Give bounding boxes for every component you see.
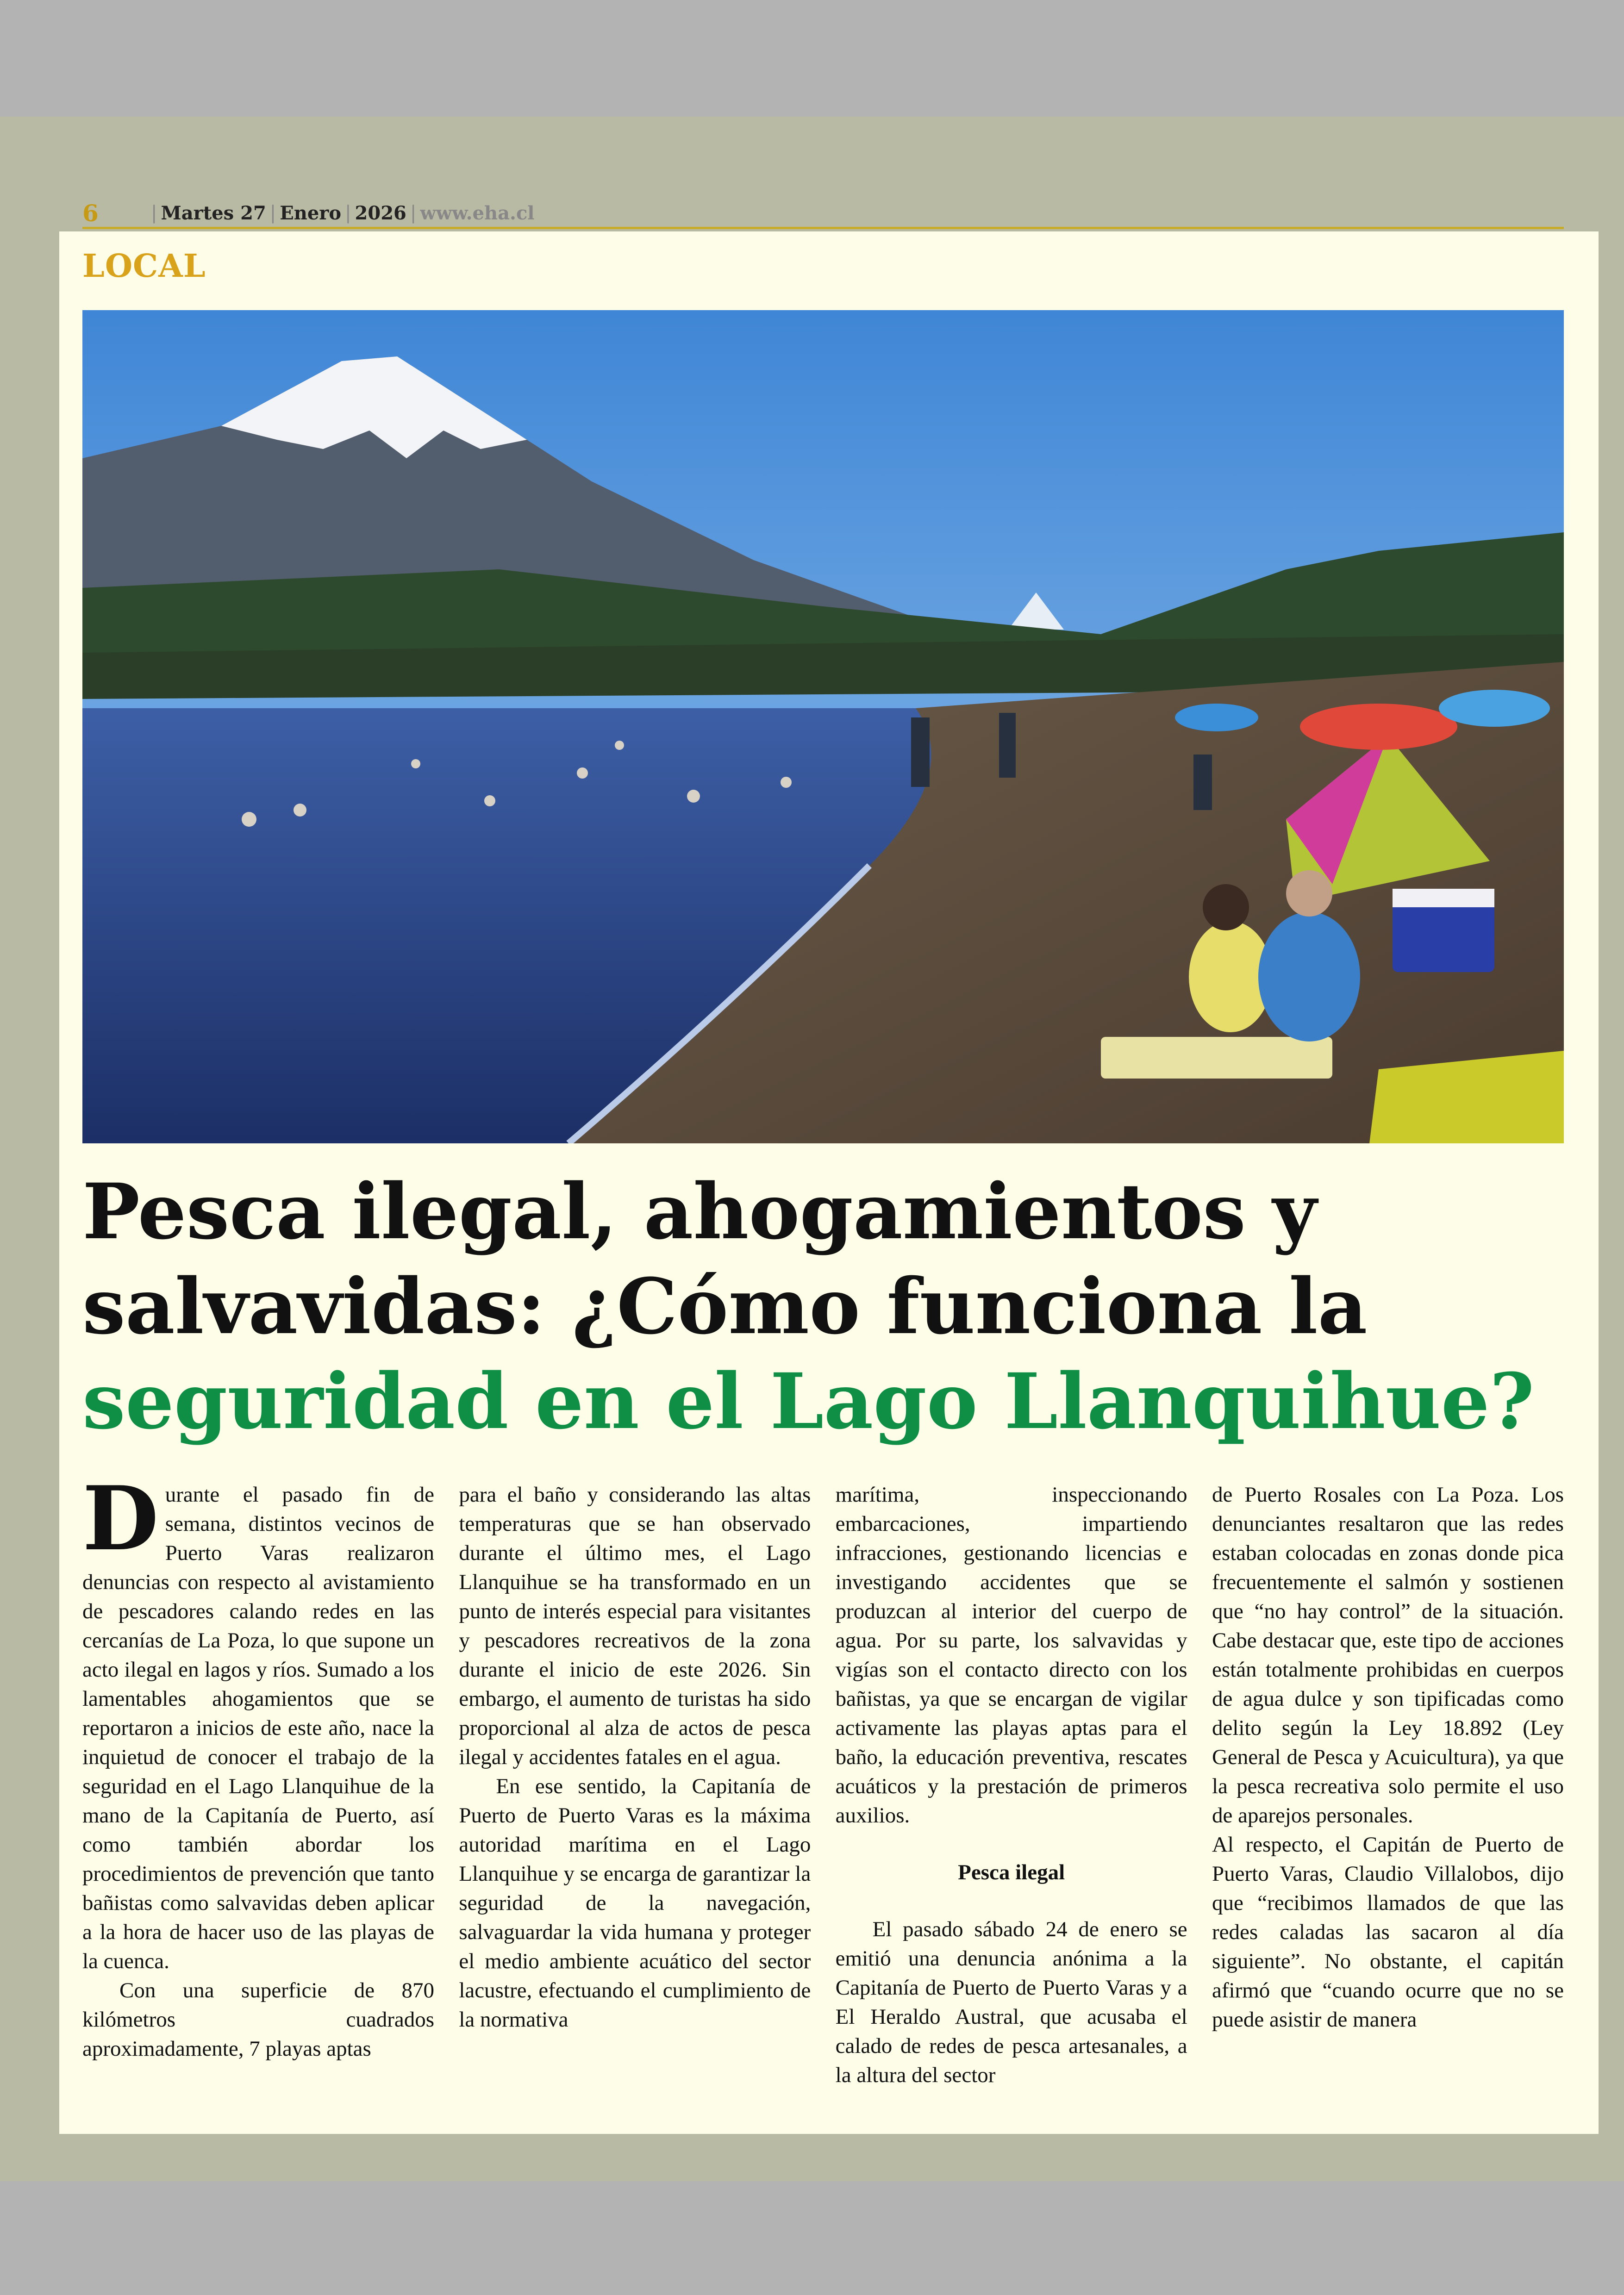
drop-cap: D [82,1467,159,1570]
header-rule [82,227,1564,229]
paragraph: de Puerto Rosales con La Poza. Los denunciantes resaltaron que las redes estaban colocadas en zonas donde pica frecuentemente el salmón y sostienen que “no hay control” de la situación. Cabe destacar que, este tipo de acciones están totalmente prohibidas en cuerpos de agua dulce y son tipificadas como delito según la Ley 18.892 (Ley General de Pesca y Acuicultura), ya que la pesca recreativa solo permite el uso de aparejos personales. [1212,1483,1564,1827]
section-label: LOCAL [82,248,206,285]
paragraph: marítima, inspeccionando embarcaciones, impartiendo infracciones, gestionando licencias e investigando accidentes que se produzcan al interior del cuerpo de agua. Por su parte, los salvavidas y vigías son el contacto directo con los bañistas, ya que se encargan de vigilar activamente las playas aptas para el baño, la educación preventiva, rescates acuáticos y la prestación de primeros auxilios. [835,1483,1187,1827]
paragraph: Con una superficie de 870 kilómetros cuadrados aproximadamente, 7 playas aptas [82,1978,434,2061]
article-column-4 [1212,1480,1564,2101]
paragraph: El pasado sábado 24 de enero se emitió una denuncia anónima a la Capitanía de Puerto de Puerto Varas y a El Heraldo Austral, que acusaba el calado de redes de pesca artesanales, a la altura del sector [835,1917,1187,2087]
header-day: Martes 27 [161,202,266,224]
page-header: 6 | Martes 27 | Enero | 2026 | www.eha.cl [82,199,535,227]
paragraph: En ese sentido, la Capitanía de Puerto de Puerto Varas es la máxima autoridad marítima en el Lago Llanquihue y se encarga de garantizar la seguridad de la navegación, salvaguardar la vida humana y proteger el medio ambiente acuático del sector lacustre, efectuando el cumplimiento de la normativa [459,1774,811,2032]
article-body [82,1467,1564,2101]
headline-line-3: seguridad en el Lago Llanquihue? [82,1356,1535,1446]
headline-line-1: Pesca ilegal, ahogamientos y [82,1166,1317,1256]
paragraph: para el baño y considerando las altas temperaturas que se han observado durante el último mes, el Lago Llanquihue se ha transformado en un punto de interés especial para visitantes y pescadores recreativos de la zona durante el inicio de este 2026. Sin embargo, el aumento de turistas ha sido proporcional al alza de actos de pesca ilegal y accidentes fatales en el agua. [459,1483,811,1769]
header-month: Enero [280,202,342,224]
paragraph: urante el pasado fin de semana, distintos vecinos de Puerto Varas realizaron denuncias con respecto al avistamiento de pescadores calando redes en las cercanías de La Poza, lo que supone un acto ilegal en lagos y ríos. Sumado a los lamentables ahogamientos que se reportaron a inicios de este año, nace la inquietud de conocer el trabajo de la seguridad en el Lago Llanquihue de la mano de la Capitanía de Puerto, así como también abordar los procedimientos de prevención que tanto bañistas como salvavidas deben aplicar a la hora de hacer uso de las playas de la cuenca. [82,1483,434,1973]
paragraph: Al respecto, el Capitán de Puerto de Puerto Varas, Claudio Villalobos, dijo que “recibimos llamados de que las redes caladas las sacaron al día siguiente”. No obstante, el capitán afirmó que “cuando ocurre que no se puede asistir de manera [1212,1833,1564,2032]
article-column-3 [836,1480,1187,2101]
article-headline [82,1164,1587,1449]
article-column-2 [459,1480,811,2101]
header-website: www.eha.cl [420,202,535,224]
subheading: Pesca ilegal [958,1860,1065,1884]
headline-line-2: salvavidas: ¿Cómo funciona la [82,1261,1368,1351]
lake-beach-photo [82,310,1564,1143]
header-year: 2026 [355,202,406,224]
article-column-1 [82,1467,434,2101]
page-number: 6 [82,199,99,227]
